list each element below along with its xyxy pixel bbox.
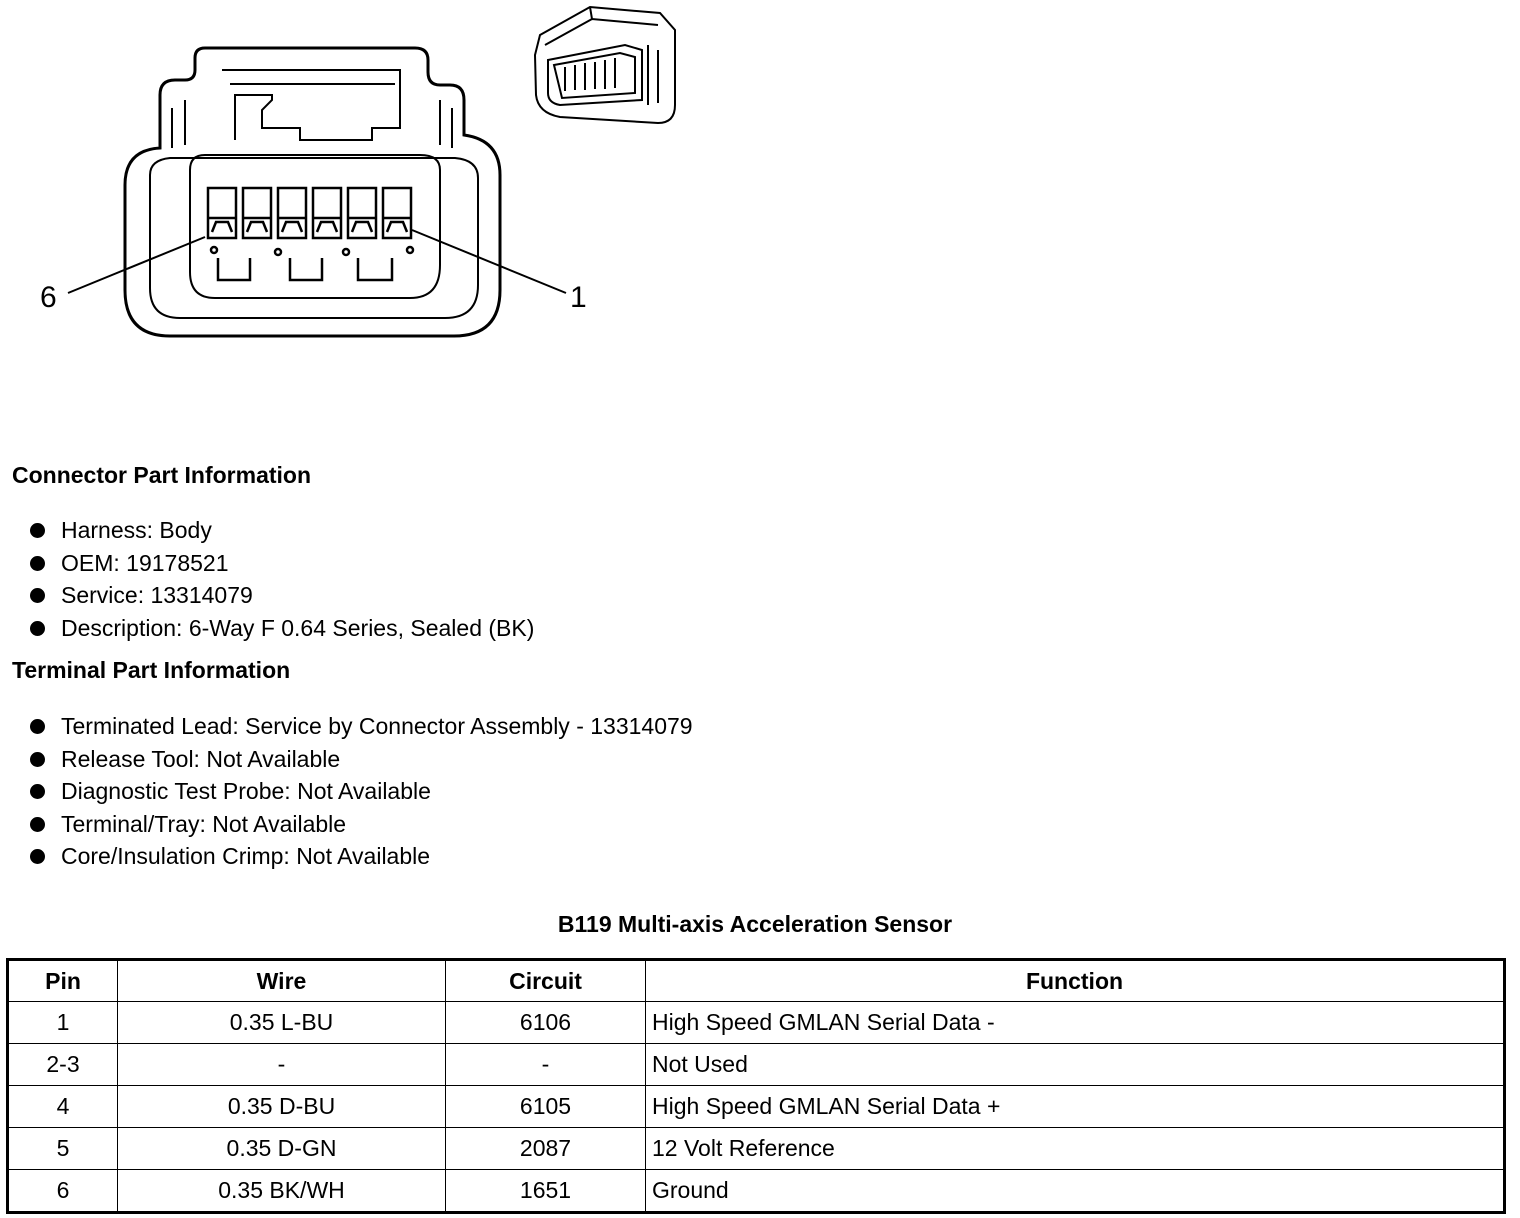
list-item: OEM: 19178521: [30, 547, 534, 580]
bullet-icon: [30, 523, 45, 538]
bullet-icon: [30, 719, 45, 734]
circuit-cell: 1651: [446, 1170, 646, 1213]
function-cell: 12 Volt Reference: [646, 1128, 1505, 1170]
connector-face-drawing: [0, 0, 720, 360]
bullet-icon: [30, 817, 45, 832]
pin-table-title: B119 Multi-axis Acceleration Sensor: [557, 911, 953, 937]
column-header-pin: Pin: [8, 960, 118, 1002]
bullet-icon: [30, 556, 45, 571]
function-cell: Not Used: [646, 1044, 1505, 1086]
bullet-icon: [30, 752, 45, 767]
terminal-part-info-heading: Terminal Part Information: [12, 657, 291, 683]
wire-cell: 0.35 L-BU: [118, 1002, 446, 1044]
list-item: Service: 13314079: [30, 579, 534, 612]
table-row: [8, 1002, 1505, 1044]
pin-table: [6, 958, 1506, 1214]
wire-cell: 0.35 D-GN: [118, 1128, 446, 1170]
wire-cell: 0.35 D-BU: [118, 1086, 446, 1128]
pin-cell: 5: [8, 1128, 118, 1170]
terminal-part-info-list: [30, 710, 693, 873]
wire-cell: 0.35 BK/WH: [118, 1170, 446, 1213]
bullet-icon: [30, 588, 45, 603]
connector-part-info-list: [30, 514, 534, 644]
pin-1-callout: 1: [570, 281, 587, 314]
function-cell: High Speed GMLAN Serial Data +: [646, 1086, 1505, 1128]
pin-6-callout: 6: [40, 281, 57, 314]
table-header-row: [8, 960, 1505, 1002]
pin-cell: 1: [8, 1002, 118, 1044]
column-header-wire: Wire: [118, 960, 446, 1002]
connector-diagram: [0, 0, 720, 360]
bullet-icon: [30, 621, 45, 636]
list-item: Terminal/Tray: Not Available: [30, 808, 693, 841]
pin-cell: 6: [8, 1170, 118, 1213]
wire-cell: -: [118, 1044, 446, 1086]
list-item: Diagnostic Test Probe: Not Available: [30, 775, 693, 808]
table-row: [8, 1128, 1505, 1170]
table-row: [8, 1170, 1505, 1213]
list-item: Harness: Body: [30, 514, 534, 547]
bullet-icon: [30, 784, 45, 799]
function-cell: High Speed GMLAN Serial Data -: [646, 1002, 1505, 1044]
table-row: [8, 1044, 1505, 1086]
table-row: [8, 1086, 1505, 1128]
circuit-cell: -: [446, 1044, 646, 1086]
list-item: Release Tool: Not Available: [30, 743, 693, 776]
list-item: Core/Insulation Crimp: Not Available: [30, 840, 693, 873]
function-cell: Ground: [646, 1170, 1505, 1213]
circuit-cell: 6106: [446, 1002, 646, 1044]
column-header-function: Function: [646, 960, 1505, 1002]
bullet-icon: [30, 849, 45, 864]
connector-part-info-heading: Connector Part Information: [12, 462, 312, 488]
pin-cell: 4: [8, 1086, 118, 1128]
circuit-cell: 2087: [446, 1128, 646, 1170]
list-item: Terminated Lead: Service by Connector Assembly - 13314079: [30, 710, 693, 743]
list-item: Description: 6-Way F 0.64 Series, Sealed (BK): [30, 612, 534, 645]
circuit-cell: 6105: [446, 1086, 646, 1128]
column-header-circuit: Circuit: [446, 960, 646, 1002]
pin-cell: 2-3: [8, 1044, 118, 1086]
